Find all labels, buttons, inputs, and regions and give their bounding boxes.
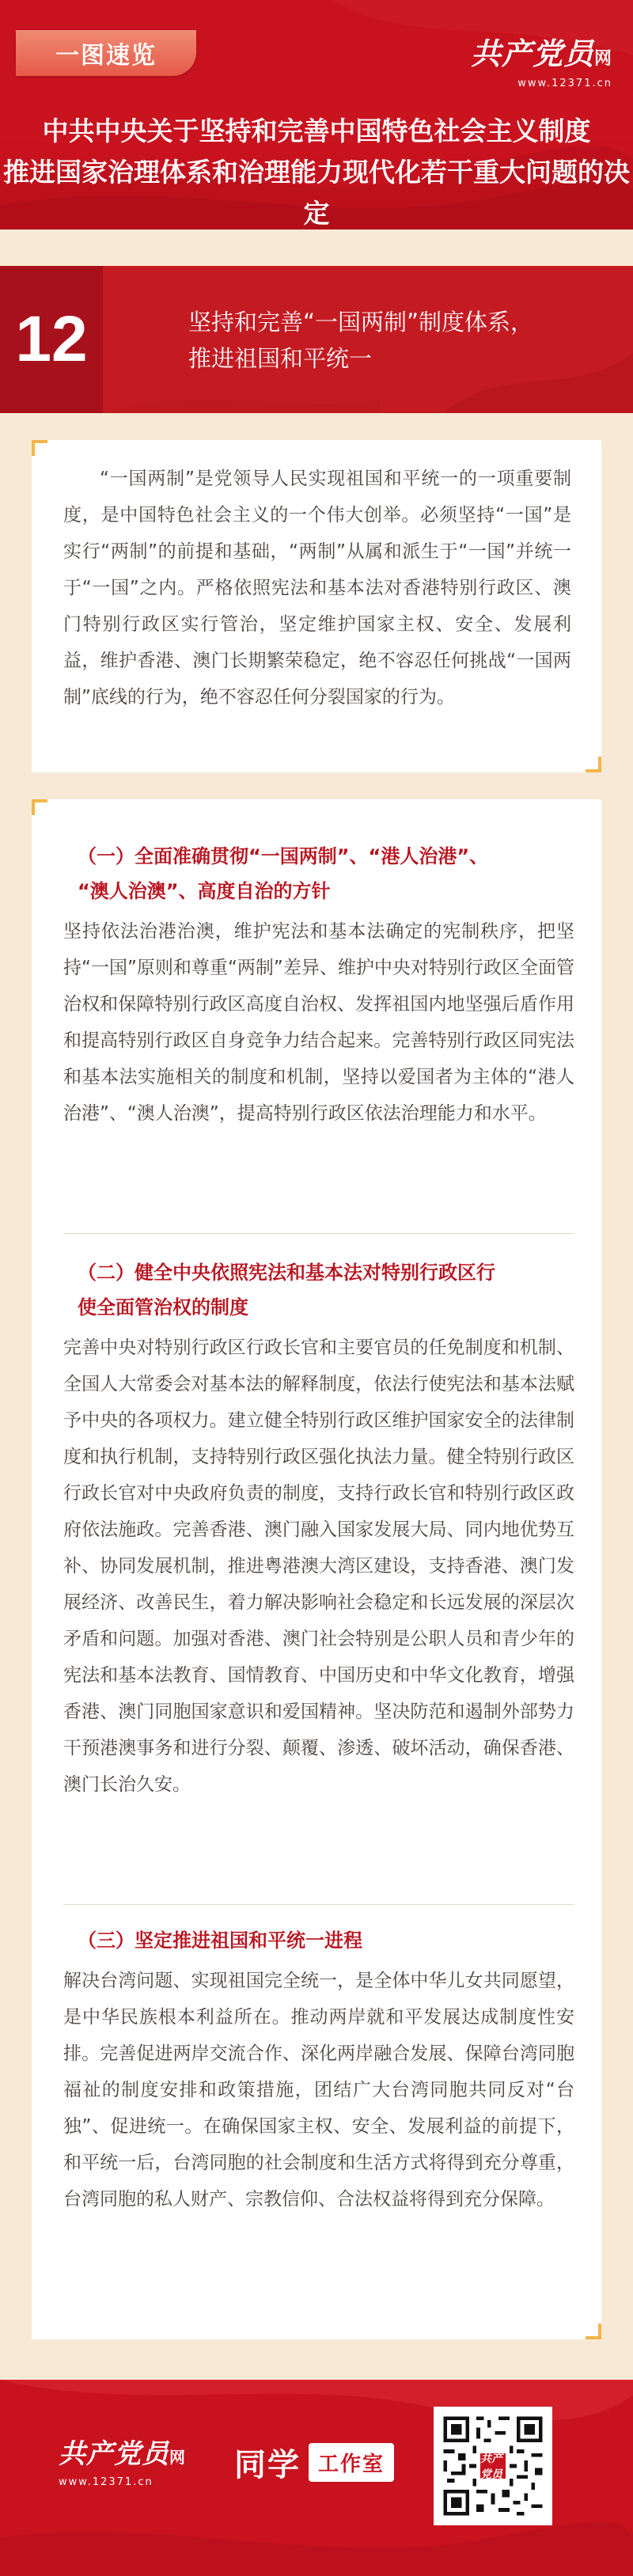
page-footer: [0, 2380, 633, 2576]
subsection-1-body: 坚持依法治港治澳，维护宪法和基本法确定的宪制秩序，把坚持“一国”原则和尊重“两制”差异、维护中央对特别行政区全面管治权和保障特别行政区高度自治权、发挥祖国内地坚强后盾作用和提高特别行政区自身竞争力结合起来。完善特别行政区同宪法和基本法实施相关的制度和机制，坚持以爱国者为主体的“港人治港”、“澳人治澳”，提高特别行政区依法治理能力和水平。: [63, 921, 574, 1124]
intro-card: [32, 440, 601, 772]
brand-logo-mark: 共产党员网: [470, 36, 612, 71]
subsection-3-body: 解决台湾问题、实现祖国完全统一，是全体中华儿女共同愿望，是中华民族根本利益所在。推动两岸就和平发展达成制度性安排。完善促进两岸交流合作、深化两岸融合发展、保障台湾同胞福祉的制度安排和政策措施，团结广大台湾同胞共同反对“台独”、促进统一。在确保国家主权、安全、发展利益的前提下，和平统一后，台湾同胞的社会制度和生活方式将得到充分尊重，台湾同胞的私人财产、宗教信仰、合法权益将得到充分保障。: [63, 1971, 574, 2210]
studio-logo-name: 同学: [234, 2446, 301, 2483]
subsection-2-title-line-2: 使全面管治权的制度: [78, 1296, 248, 1318]
brand-logo[interactable]: [454, 36, 612, 93]
footer-brand-url: www.12371.cn: [59, 2476, 154, 2488]
section-number: 12: [0, 266, 103, 413]
page-title: [0, 111, 633, 230]
section-heading-line-2: 推进祖国和平统一: [188, 345, 373, 372]
subsection-2-title-line-1: （二）健全中央依照宪法和基本法对特别行政区行: [78, 1261, 495, 1284]
studio-logo-box: 工作室: [309, 2443, 394, 2482]
subsection-1: [63, 839, 574, 1132]
subsection-divider: [63, 1904, 574, 1905]
subsection-3: [63, 1923, 574, 2217]
qr-center-logo: 共产党员: [479, 2452, 507, 2480]
qr-code[interactable]: [434, 2407, 552, 2525]
footer-brand-logo[interactable]: [59, 2438, 186, 2488]
quick-view-tag: 一图速览: [16, 30, 196, 76]
subsection-1-title-line-2: “澳人治澳”、高度自治的方针: [78, 880, 331, 902]
detail-card: [32, 799, 601, 2339]
subsection-2-body: 完善中央对特别行政区行政长官和主要官员的任免制度和机制、全国人大常委会对基本法的解释制度，依法行使宪法和基本法赋予中央的各项权力。建立健全特别行政区维护国家安全的法律制度和执行机制，支持特别行政区强化执法力量。健全特别行政区行政长官对中央政府负责的制度，支持行政长官和特别行政区政府依法施政。完善香港、澳门融入国家发展大局、同内地优势互补、协同发展机制，推进粤港澳大湾区建设，支持香港、澳门发展经济、改善民生，着力解决影响社会稳定和长远发展的深层次矛盾和问题。加强对香港、澳门社会特别是公职人员和青少年的宪法和基本法教育、国情教育、中国历史和中华文化教育，增强香港、澳门同胞国家意识和爱国精神。坚决防范和遏制外部势力干预港澳事务和进行分裂、颠覆、渗透、破坏活动，确保香港、澳门长治久安。: [63, 1337, 574, 1795]
footer-brand-mark: 共产党员网: [59, 2438, 186, 2470]
page-title-line-2: 推进国家治理体系和治理能力现代化若干重大问题的决定: [3, 157, 630, 229]
subsection-3-title: [63, 1923, 574, 1958]
section-heading: [188, 304, 616, 377]
section-banner: [0, 266, 633, 413]
brand-url: www.12371.cn: [517, 78, 612, 89]
subsection-1-title: [63, 839, 574, 909]
subsection-divider: [63, 1233, 574, 1234]
subsection-2: [63, 1255, 574, 1803]
subsection-1-title-line-1: （一）全面准确贯彻“一国两制”、“港人治港”、: [78, 845, 489, 867]
section-heading-line-1: 坚持和完善“一国两制”制度体系，: [188, 309, 534, 336]
studio-logo[interactable]: [234, 2438, 394, 2486]
page-header: [0, 0, 633, 230]
page-title-line-1: 中共中央关于坚持和完善中国特色社会主义制度: [42, 116, 591, 146]
intro-paragraph: “一国两制”是党领导人民实现祖国和平统一的一项重要制度，是中国特色社会主义的一个伟大创举。必须坚持“一国”是实行“两制”的前提和基础，“两制”从属和派生于“一国”并统一于“一国”之内。严格依照宪法和基本法对香港特别行政区、澳门特别行政区实行管治，坚定维护国家主权、安全、发展利益，维护香港、澳门长期繁荣稳定，绝不容忍任何挑战“一国两制”底线的行为，绝不容忍任何分裂国家的行为。: [63, 469, 571, 708]
subsection-2-title: [63, 1255, 574, 1325]
subsection-3-title-line-1: （三）坚定推进祖国和平统一进程: [78, 1929, 362, 1952]
